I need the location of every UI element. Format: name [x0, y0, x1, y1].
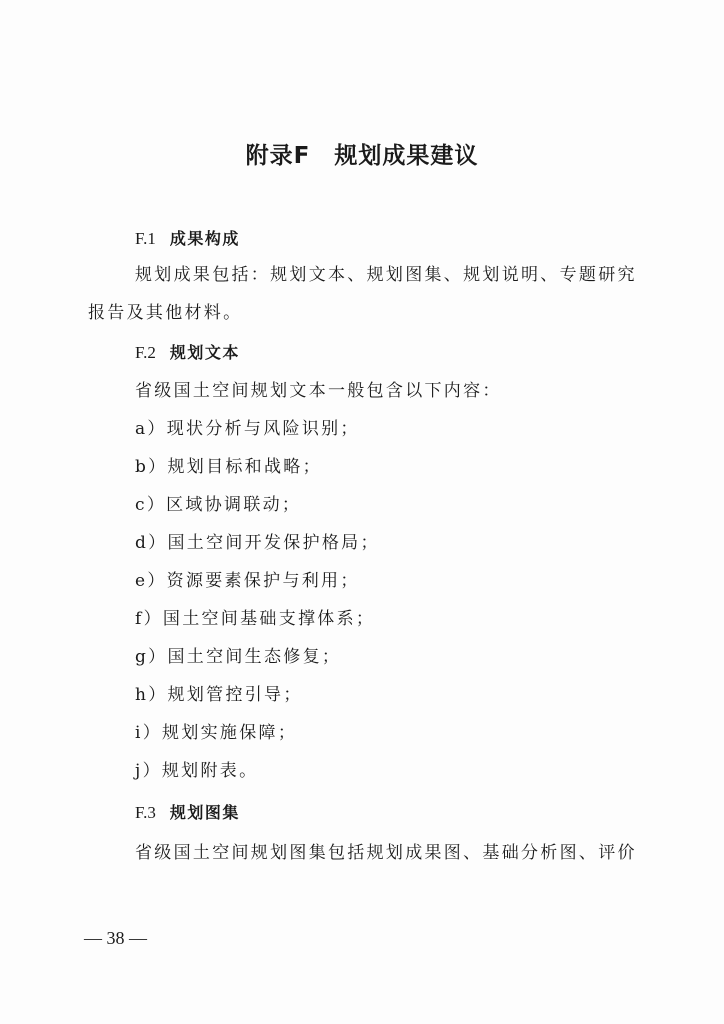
- list-item: c）区域协调联动；: [135, 495, 302, 515]
- paragraph-line: 省级国土空间规划文本一般包含以下内容：: [135, 381, 502, 401]
- page-title: [0, 136, 724, 176]
- paragraph-line: 规划成果包括：规划文本、规划图集、规划说明、专题研究: [135, 265, 637, 285]
- paragraph-line: 报告及其他材料。: [88, 303, 243, 323]
- section-heading-f2: [135, 339, 240, 367]
- section-heading-f1: [135, 225, 240, 253]
- list-item: j）规划附表。: [135, 761, 259, 781]
- section-heading-f3: [135, 799, 240, 827]
- list-item: e）资源要素保护与利用；: [135, 571, 360, 591]
- section-number: F.1: [135, 229, 156, 248]
- section-number: F.3: [135, 803, 156, 822]
- list-item: b）规划目标和战略；: [135, 457, 322, 477]
- list-item: f）国土空间基础支撑体系；: [135, 609, 376, 629]
- list-item: g）国土空间生态修复；: [135, 647, 342, 667]
- section-number: F.2: [135, 343, 156, 362]
- list-item: h）规划管控引导；: [135, 685, 303, 705]
- section-title: 成果构成: [169, 229, 240, 248]
- list-item: a）现状分析与风险识别；: [135, 419, 360, 439]
- appendix-label: 附录F: [245, 143, 311, 169]
- list-item: i）规划实施保障；: [135, 723, 298, 743]
- section-title: 规划文本: [169, 343, 240, 362]
- list-item: d）国土空间开发保护格局；: [135, 533, 380, 553]
- appendix-name: 规划成果建议: [334, 143, 479, 169]
- section-title: 规划图集: [169, 803, 240, 822]
- page-number: — 38 —: [84, 928, 147, 948]
- paragraph-line: 省级国土空间规划图集包括规划成果图、基础分析图、评价: [135, 843, 637, 863]
